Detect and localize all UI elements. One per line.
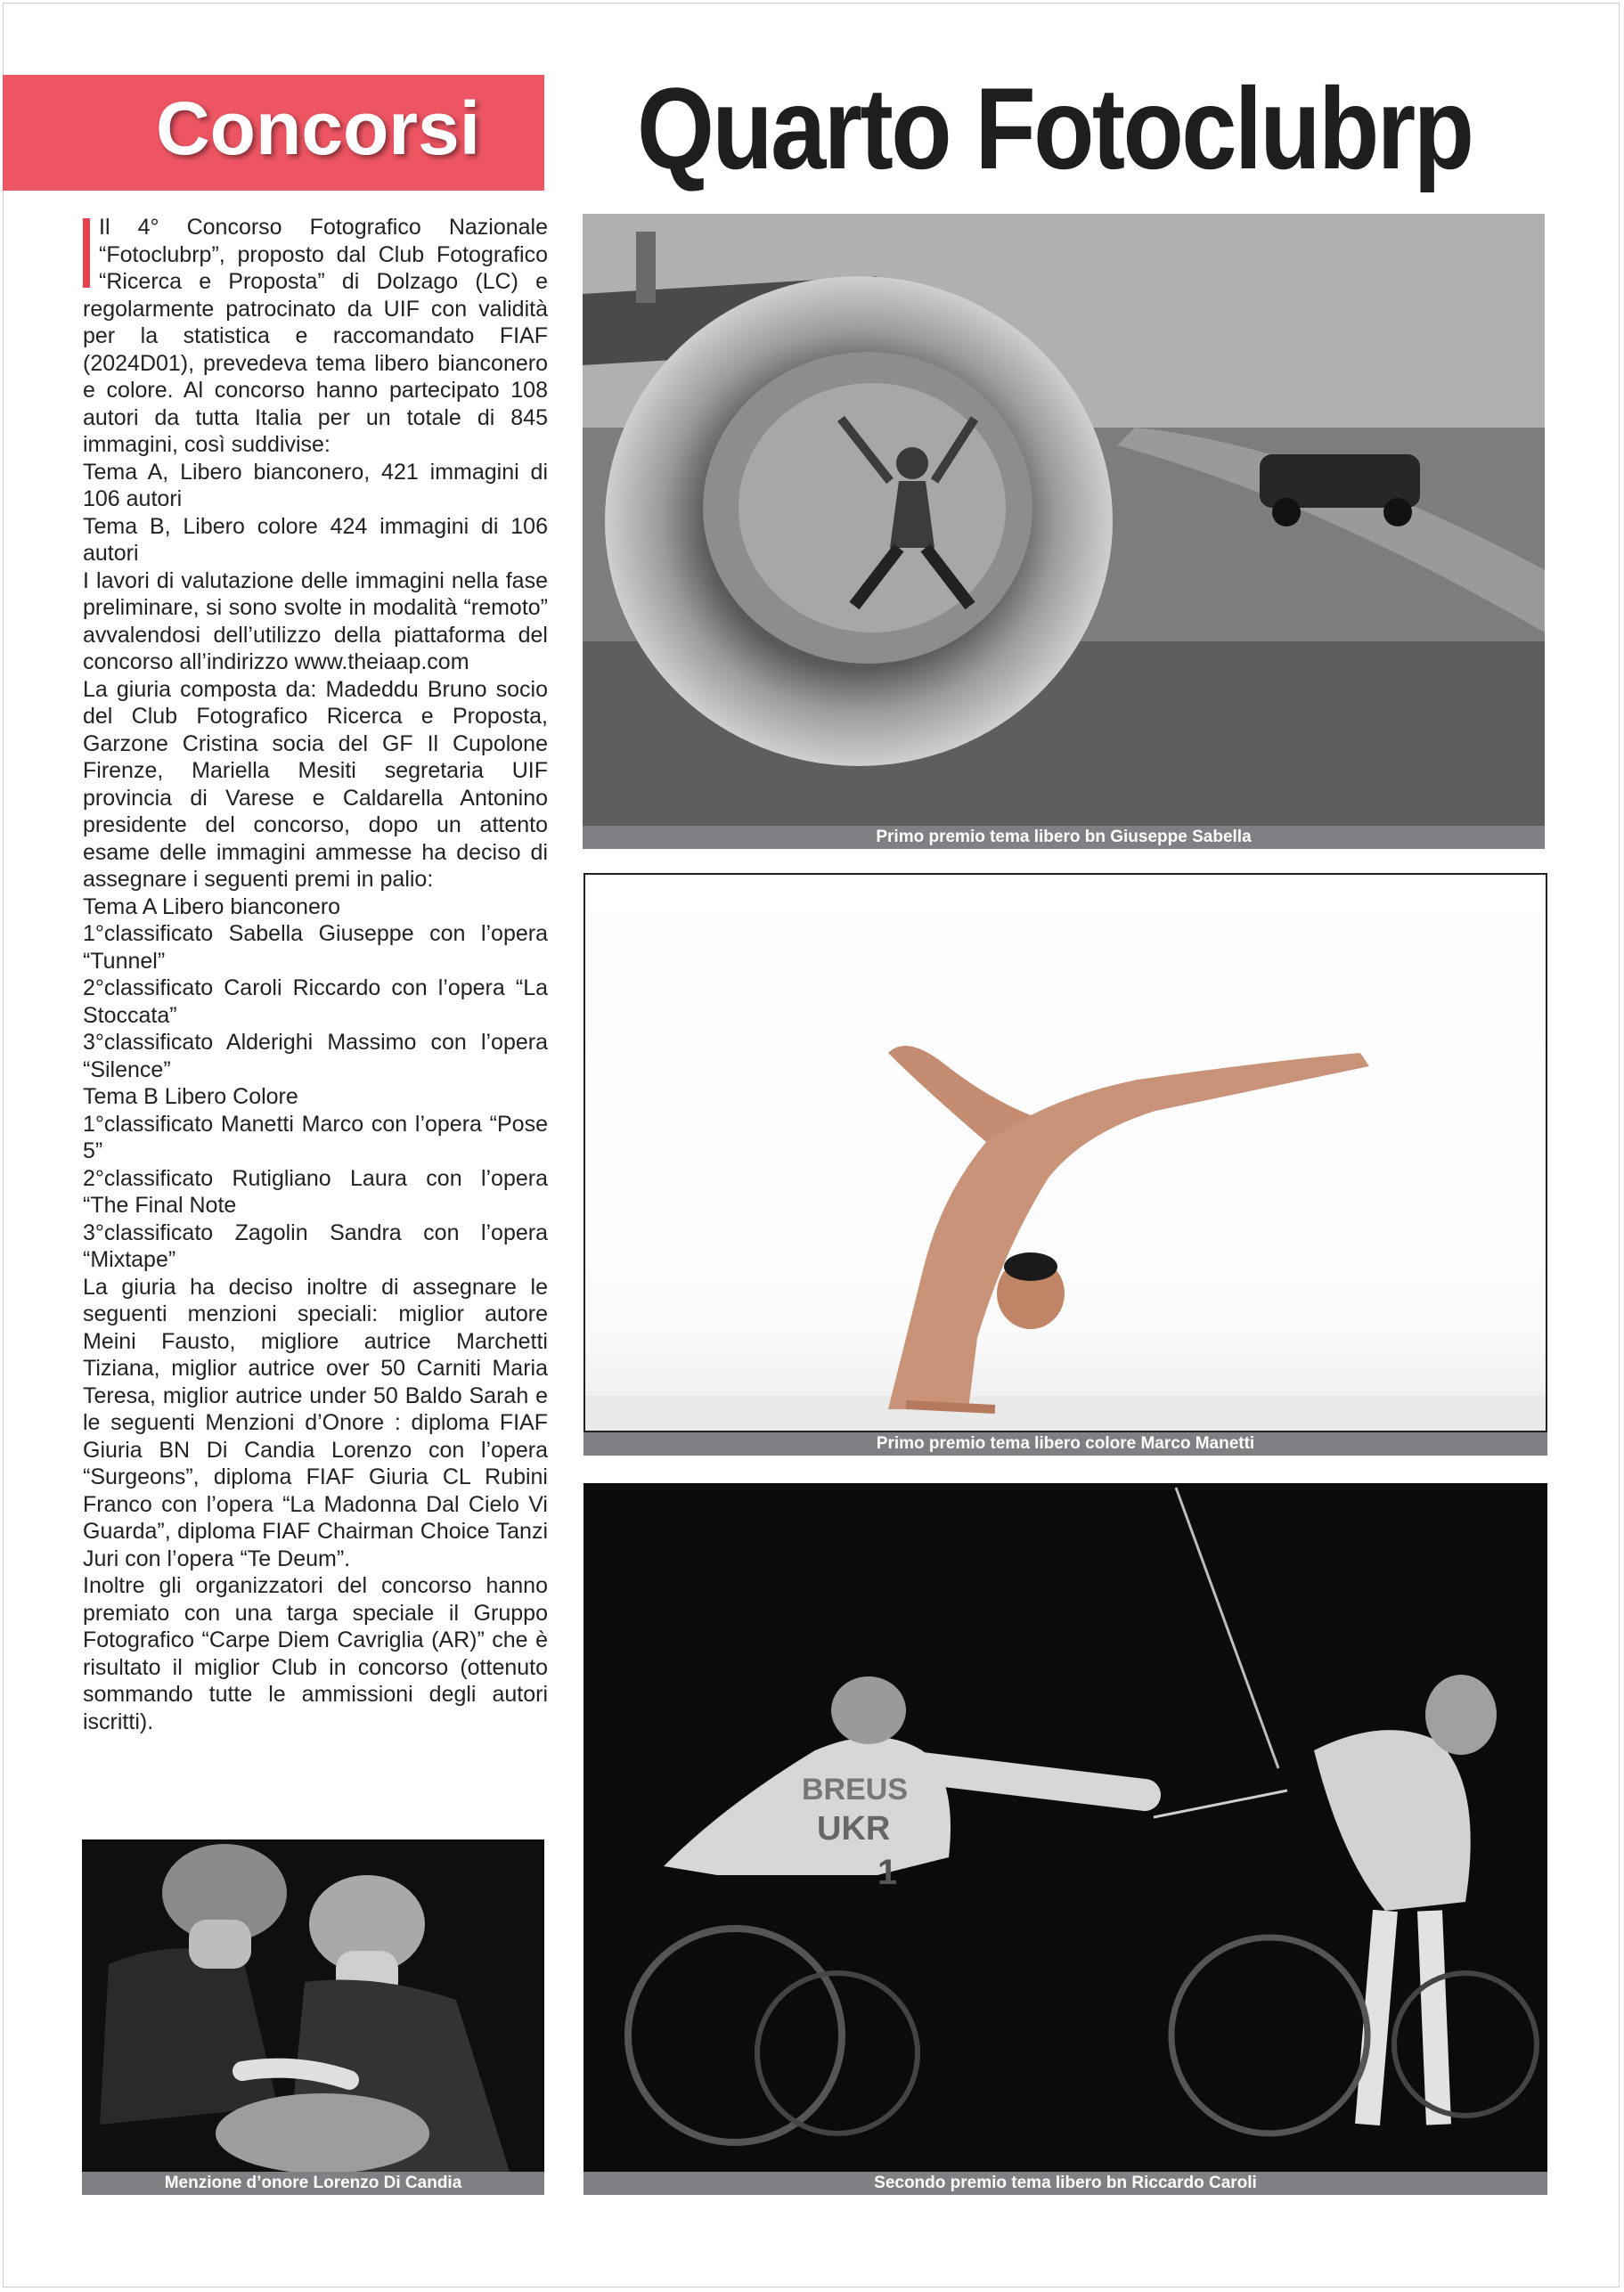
page-title: Quarto Fotoclubrp <box>637 63 1473 193</box>
jersey-number-text: 1 <box>877 1853 898 1892</box>
article-paragraph: 3°classificato Alderighi Massimo con l’opera “Silence” <box>83 1030 548 1082</box>
surgery-photo-illustration <box>82 1839 544 2172</box>
fencing-photo <box>583 1483 1547 2172</box>
drop-cap-bar <box>83 218 90 288</box>
fencing-photo-illustration <box>583 1483 1547 2172</box>
tunnel-photo-illustration <box>583 214 1545 826</box>
surgery-caption: Menzione d’onore Lorenzo Di Candia <box>82 2172 544 2195</box>
article-paragraph: I lavori di valutazione delle immagini nella fase preliminare, si sono svolte in modalità “remoto” avvalendosi dell’utilizzo della piattaforma del concorso all’indirizzo www.theiaap.com <box>83 567 548 674</box>
article-paragraph: Inoltre gli organizzatori del concorso hanno premiato con una targa speciale il Gruppo Fotografico “Carpe Diem Cavriglia (AR)” che è risultato il miglior Club in concorso (ottenuto sommando tutte le ammissioni degli autori iscritti). <box>83 1573 548 1734</box>
article-paragraph: Tema B Libero Colore <box>83 1084 298 1109</box>
section-title: Concorsi <box>156 86 481 170</box>
tunnel-caption: Primo premio tema libero bn Giuseppe Sabella <box>583 826 1545 849</box>
surgery-photo <box>82 1839 544 2172</box>
article-paragraph: 1°classificato Sabella Giuseppe con l’opera “Tunnel” <box>83 921 548 974</box>
article-paragraph: Tema A Libero bianconero <box>83 893 341 919</box>
article-paragraph: Tema B, Libero colore 424 immagini di 106 autori <box>83 513 548 566</box>
article-paragraph: 2°classificato Caroli Riccardo con l’opera “La Stoccata” <box>83 975 548 1028</box>
article-paragraph: La giuria composta da: Madeddu Bruno socio del Club Fotografico Ricerca e Proposta, Garzone Cristina socia del GF Il Cupolone Firenze, Mariella Mesiti segretaria UIF provincia di Varese e Caldarella Antonino presidente del concorso, dopo un attento esame delle immagini ammesse ha deciso di assegnare i seguenti premi in palio: <box>83 676 548 892</box>
article-paragraph: Tema A, Libero bianconero, 421 immagini di 106 autori <box>83 459 548 511</box>
jersey-country-text: UKR <box>817 1810 891 1847</box>
acrobat-caption: Primo premio tema libero colore Marco Manetti <box>583 1432 1547 1456</box>
article-paragraph: 3°classificato Zagolin Sandra con l’opera “Mixtape” <box>83 1219 548 1272</box>
article-paragraph: Il 4° Concorso Fotografico Nazionale “Fotoclubrp”, proposto dal Club Fotografico “Ricerca e Proposta” di Dolzago (LC) e regolarmente patrocinato da UIF con validità per la statistica e raccomandato FIAF (2024D01), prevedeva tema libero bianconero e colore. Al concorso hanno partecipato 108 autori da tutta Italia per un totale di 845 immagini, così suddivise: <box>83 215 548 457</box>
acrobat-photo <box>583 873 1547 1432</box>
acrobat-photo-illustration <box>585 875 1546 1431</box>
jersey-name-text: BREUS <box>802 1773 909 1807</box>
article-paragraph: 2°classificato Rutigliano Laura con l’opera “The Final Note <box>83 1165 548 1218</box>
fencing-caption: Secondo premio tema libero bn Riccardo Caroli <box>583 2172 1547 2195</box>
tunnel-photo <box>583 214 1545 826</box>
article-paragraph: La giuria ha deciso inoltre di assegnare le seguenti menzioni speciali: miglior autore Meini Fausto, migliore autrice Marchetti Tiziana, miglior autrice over 50 Carniti Maria Teresa, miglior autrice under 50 Baldo Sarah e le seguenti Menzioni d’Onore : diploma FIAF Giuria BN Di Candia Lorenzo con l’opera “Surgeons”, diploma FIAF Giuria CL Rubini Franco con l’opera “La Madonna Dal Cielo Vi Guarda”, diploma FIAF Chairman Choice Tanzi Juri con l’opera “Te Deum”. <box>83 1274 548 1571</box>
article-body <box>83 214 548 1735</box>
article-paragraph: 1°classificato Manetti Marco con l’opera “Pose 5” <box>83 1111 548 1163</box>
